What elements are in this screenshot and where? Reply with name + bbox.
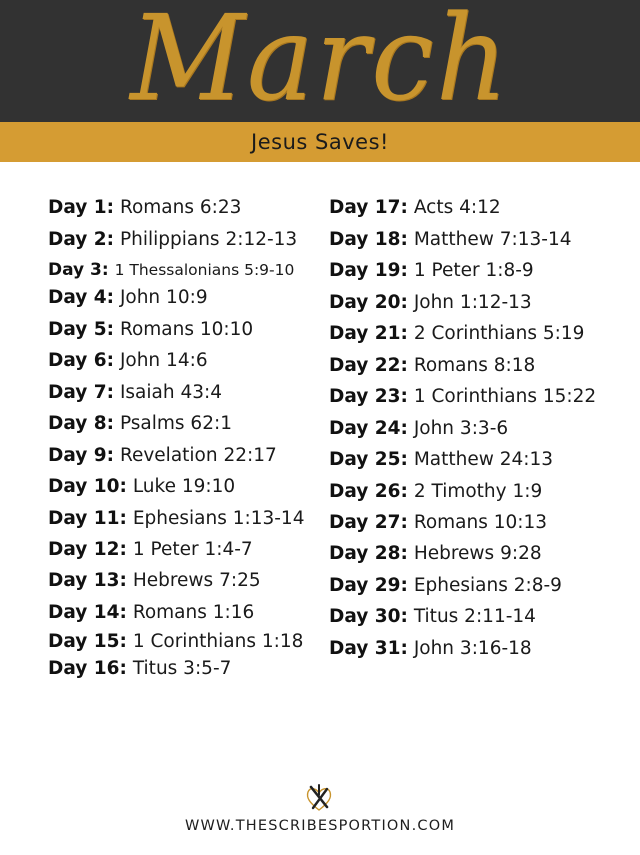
- scripture-reference: Romans 10:13: [413, 512, 548, 533]
- reading-item: [329, 449, 553, 470]
- day-label: Day 6:: [48, 350, 115, 371]
- day-label: Day 14:: [48, 602, 127, 623]
- reading-item: [329, 606, 536, 627]
- day-label: Day 22:: [329, 355, 408, 376]
- day-label: Day 15:: [48, 631, 127, 652]
- reading-item: [48, 319, 253, 340]
- day-label: Day 30:: [329, 606, 408, 627]
- day-label: Day 1:: [48, 197, 115, 218]
- day-label: Day 7:: [48, 382, 115, 403]
- reading-item: [48, 602, 254, 623]
- page-subtitle: Jesus Saves!: [251, 130, 389, 154]
- scripture-reference: John 3:3-6: [413, 418, 509, 439]
- scripture-reference: Ephesians 2:8-9: [413, 575, 562, 596]
- reading-item: [329, 323, 584, 344]
- reading-item: [329, 638, 532, 659]
- reading-item: [48, 229, 297, 250]
- scripture-reference: 1 Corinthians 1:18: [132, 631, 304, 652]
- day-label: Day 25:: [329, 449, 408, 470]
- reading-item: [329, 229, 572, 250]
- day-label: Day 10:: [48, 476, 127, 497]
- header-banner: [0, 0, 640, 122]
- scripture-reference: John 1:12-13: [413, 292, 532, 313]
- reading-item: [329, 260, 534, 281]
- subtitle-bar: [0, 122, 640, 162]
- reading-item: [48, 350, 208, 371]
- day-label: Day 29:: [329, 575, 408, 596]
- reading-item: [329, 575, 562, 596]
- reading-item: [329, 418, 508, 439]
- scripture-reference: 2 Corinthians 5:19: [413, 323, 585, 344]
- reading-item: [48, 445, 277, 466]
- scripture-reference: Hebrews 7:25: [132, 570, 261, 591]
- scripture-reference: Romans 8:18: [413, 355, 536, 376]
- scripture-reference: Matthew 7:13-14: [413, 229, 572, 250]
- day-label: Day 20:: [329, 292, 408, 313]
- day-label: Day 11:: [48, 508, 127, 529]
- day-label: Day 8:: [48, 413, 115, 434]
- day-label: Day 5:: [48, 319, 115, 340]
- scripture-reference: Matthew 24:13: [413, 449, 554, 470]
- day-label: Day 18:: [329, 229, 408, 250]
- scripture-reference: Ephesians 1:13-14: [132, 508, 305, 529]
- scripture-reference: Romans 10:10: [119, 319, 254, 340]
- reading-item: [48, 539, 253, 560]
- day-label: Day 3:: [48, 260, 109, 280]
- day-label: Day 9:: [48, 445, 115, 466]
- footer-url[interactable]: WWW.THESCRIBESPORTION.COM: [184, 818, 456, 834]
- cross-heart-icon: [302, 783, 336, 813]
- reading-item: [48, 658, 231, 679]
- page-title: March: [130, 0, 510, 122]
- scripture-reference: Isaiah 43:4: [119, 382, 222, 403]
- scripture-reference: Hebrews 9:28: [413, 543, 542, 564]
- day-label: Day 31:: [329, 638, 408, 659]
- scripture-reference: 1 Peter 1:8-9: [413, 260, 534, 281]
- scripture-reference: 2 Timothy 1:9: [413, 481, 543, 502]
- reading-item: [329, 355, 535, 376]
- reading-item: [48, 382, 222, 403]
- reading-item: [48, 570, 261, 591]
- scripture-reference: Romans 1:16: [132, 602, 255, 623]
- reading-item: [48, 413, 232, 434]
- reading-item: [48, 259, 294, 280]
- day-label: Day 26:: [329, 481, 408, 502]
- reading-item: [329, 197, 501, 218]
- day-label: Day 21:: [329, 323, 408, 344]
- scripture-reference: 1 Thessalonians 5:9-10: [114, 261, 295, 279]
- day-label: Day 12:: [48, 539, 127, 560]
- day-label: Day 16:: [48, 658, 127, 679]
- reading-item: [329, 386, 596, 407]
- reading-item: [329, 512, 547, 533]
- day-label: Day 23:: [329, 386, 408, 407]
- day-label: Day 2:: [48, 229, 115, 250]
- scripture-reference: 1 Corinthians 15:22: [413, 386, 597, 407]
- reading-item: [329, 543, 542, 564]
- scripture-reference: Philippians 2:12-13: [119, 229, 298, 250]
- reading-item: [48, 476, 235, 497]
- reading-item: [48, 287, 208, 308]
- scripture-reference: John 3:16-18: [413, 638, 532, 659]
- day-label: Day 4:: [48, 287, 115, 308]
- scripture-reference: Luke 19:10: [132, 476, 236, 497]
- scripture-reference: 1 Peter 1:4-7: [132, 539, 253, 560]
- scripture-reference: Titus 2:11-14: [413, 606, 536, 627]
- reading-item: [48, 508, 304, 529]
- scripture-reference: Titus 3:5-7: [132, 658, 232, 679]
- reading-item: [48, 197, 241, 218]
- reading-item: [329, 292, 532, 313]
- scripture-reference: Psalms 62:1: [119, 413, 232, 434]
- scripture-reference: Romans 6:23: [119, 197, 242, 218]
- scripture-reference: John 14:6: [119, 350, 208, 371]
- day-label: Day 27:: [329, 512, 408, 533]
- reading-item: [329, 481, 542, 502]
- day-label: Day 17:: [329, 197, 408, 218]
- day-label: Day 24:: [329, 418, 408, 439]
- reading-item: [48, 631, 303, 652]
- day-label: Day 13:: [48, 570, 127, 591]
- day-label: Day 28:: [329, 543, 408, 564]
- day-label: Day 19:: [329, 260, 408, 281]
- scripture-reference: Acts 4:12: [413, 197, 501, 218]
- scripture-reference: John 10:9: [119, 287, 208, 308]
- scripture-reference: Revelation 22:17: [119, 445, 277, 466]
